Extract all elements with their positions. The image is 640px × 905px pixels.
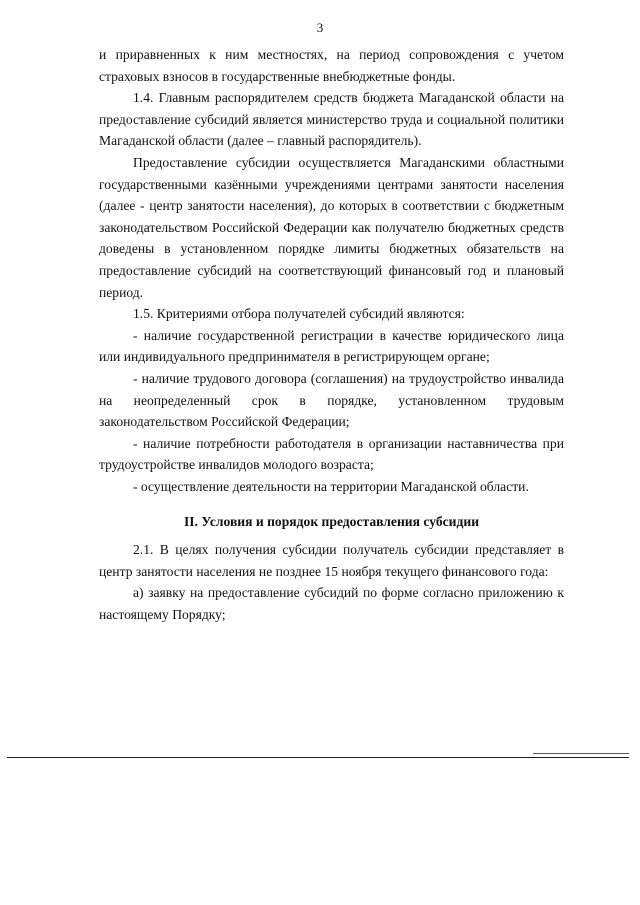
paragraph-1-5: 1.5. Критериями отбора получателей субсидий являются: bbox=[133, 306, 465, 322]
section-2-heading: II. Условия и порядок предоставления субсидии bbox=[183, 514, 480, 530]
document-body bbox=[99, 44, 564, 625]
page-footer-line bbox=[7, 757, 629, 758]
criteria-item-employment-contract: - наличие трудового договора (соглашения) на трудоустройство инвалида на неопределенный срок в порядке, установленном трудовым законодательством Российской Федерации; bbox=[99, 370, 564, 430]
criteria-item-registration: - наличие государственной регистрации в качестве юридического лица или индивидуального предпринимателя в регистрирующем органе; bbox=[99, 327, 564, 365]
paragraph-provision: Предоставление субсидии осуществляется Магаданскими областными государственными казёнными учреждениями центрами занятости населения (далее - центр занятости населения), до которых в соответствии с бюджетным законодательством Российской Федерации как получателю бюджетных средств доведены в установленном порядке лимиты бюджетных обязательств на предоставление субсидий на соответствующий финансовый год и плановый период. bbox=[99, 154, 564, 300]
paragraph-1-4: 1.4. Главным распорядителем средств бюджета Магаданской области на предоставление субсидий является министерство труда и социальной политики Магаданской области (далее – главный распорядитель). bbox=[99, 90, 564, 149]
paragraph-continuation: и приравненных к ним местностях, на период сопровождения с учетом страховых взносов в государственные внебюджетные фонды. bbox=[99, 47, 564, 84]
criteria-item-mentoring-need: - наличие потребности работодателя в организации наставничества при трудоустройстве инвалидов молодого возраста; bbox=[99, 435, 564, 473]
paragraph-2-1: 2.1. В целях получения субсидии получатель субсидии представляет в центр занятости населения не позднее 15 ноября текущего финансового года: bbox=[99, 542, 564, 579]
page-footer-accent-line bbox=[533, 753, 629, 754]
criteria-item-territory: - осуществление деятельности на территории Магаданской области. bbox=[133, 478, 529, 494]
page-number: 3 bbox=[316, 20, 324, 35]
list-item-a: а) заявку на предоставление субсидий по форме согласно приложению к настоящему Порядку; bbox=[99, 585, 564, 622]
